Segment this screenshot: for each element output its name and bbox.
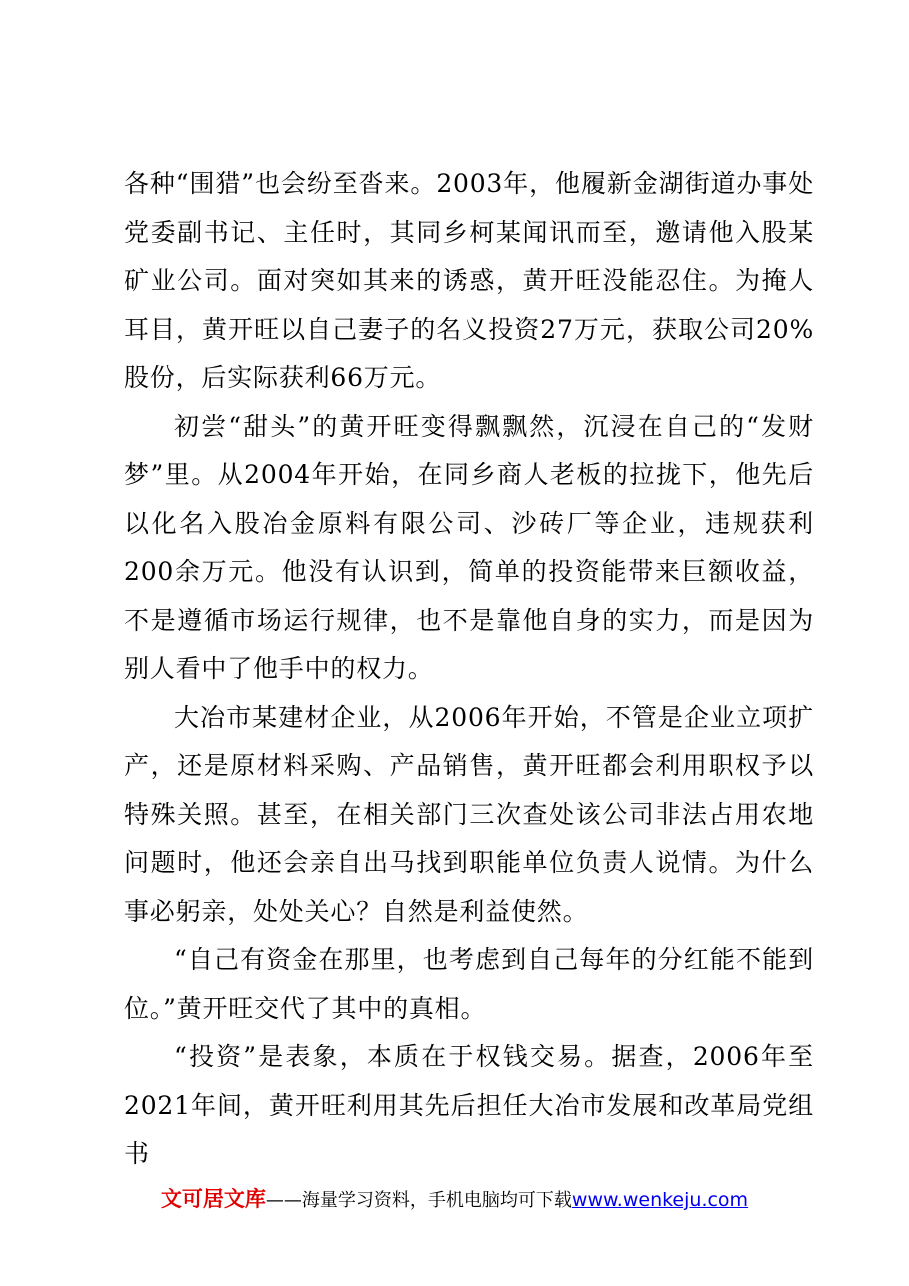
paragraph-3: 大冶市某建材企业，从2006年开始，不管是企业立项扩产，还是原材料采购、产品销售，黄开旺都会利用职权予以特殊关照。甚至，在相关部门三次查处该公司非法占用农地问题时，他还会亲自出马找到职能单位负责人说情。为什么事必躬亲，处处关心？自然是利益使然。 xyxy=(124,702,814,926)
paragraph-5: “投资”是表象，本质在于权钱交易。据查，2006年至2021年间，黄开旺利用其先后担任大冶市发展和改革局党组书 xyxy=(124,1042,814,1168)
footer-tagline: ——海量学习资料，手机电脑均可下载 xyxy=(265,1190,572,1211)
paragraph-1: 各种“围猎”也会纷至沓来。2003年，他履新金湖街道办事处党委副书记、主任时，其同乡柯某闻讯而至，邀请他入股某矿业公司。面对突如其来的诱惑，黄开旺没能忍住。为掩人耳目，黄开旺以自己妻子的名义投资27万元，获取公司20%股份，后实际获利66万元。 xyxy=(124,169,814,392)
article-body xyxy=(124,160,814,1179)
footer-brand: 文可居文库 xyxy=(160,1187,266,1211)
page-footer xyxy=(0,1183,909,1213)
footer-url-link[interactable]: www.wenkeju.com xyxy=(571,1189,749,1211)
paragraph-2: 初尝“甜头”的黄开旺变得飘飘然，沉浸在自己的“发财梦”里。从2004年开始，在同乡商人老板的拉拢下，他先后以化名入股冶金原料有限公司、沙砖厂等企业，违规获利200余万元。他没有认识到，简单的投资能带来巨额收益，不是遵循市场运行规律，也不是靠他自身的实力，而是因为别人看中了他手中的权力。 xyxy=(124,411,814,683)
paragraph-4: “自己有资金在那里，也考虑到自己每年的分红能不能到位。”黄开旺交代了其中的真相。 xyxy=(124,945,814,1023)
